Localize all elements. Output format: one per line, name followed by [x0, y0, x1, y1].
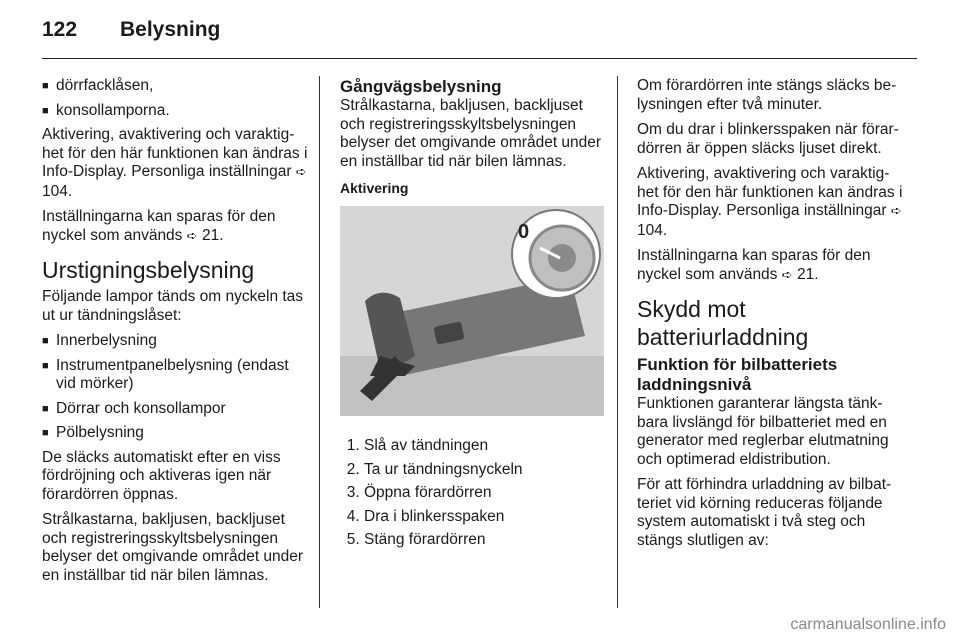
dial-zero-label: 0	[518, 220, 530, 243]
page-number: 122	[42, 18, 78, 41]
page-title: Belysning	[120, 18, 221, 41]
column-divider-2	[617, 76, 618, 608]
subsection-heading-funktion: Funktion för bilbatteriets laddningsnivå	[637, 355, 838, 394]
column-divider-1	[319, 76, 320, 608]
turn-signal-lever-illustration	[340, 206, 604, 416]
paragraph: Strålkastarna, bakljusen, backljuset och registreringsskyltsbelysningen belyser det omgivande området under en inställbar tid när bilen lämnas.	[340, 97, 602, 170]
bullet-icon: ■	[42, 335, 49, 347]
section-heading-urstigning: Urstigningsbelysning	[42, 257, 255, 283]
header-rule	[42, 58, 917, 59]
list-item: ■ Pölbelysning	[42, 424, 144, 441]
bullet-icon: ■	[42, 104, 49, 117]
column-1	[42, 77, 310, 592]
section-heading-skydd: Skydd mot batteriurladdning	[637, 296, 809, 350]
bullet-icon: ■	[42, 359, 49, 372]
page-ref-icon: ➪	[781, 267, 793, 283]
list-item: ■ dörrfacklåsen,	[42, 77, 154, 94]
page-ref-icon: ➪	[890, 204, 902, 219]
list-item: ■ Innerbelysning	[42, 332, 157, 349]
list-item: 5. Stäng förardörren	[364, 531, 606, 550]
bullet-list-lamps	[42, 332, 310, 443]
bullet-icon: ■	[42, 402, 49, 415]
watermark: carmanualsonline.info	[790, 616, 946, 633]
list-item: ■ konsollamporna.	[42, 101, 170, 119]
column-2	[340, 77, 606, 555]
paragraph: Inställningarna kan sparas för den nyckel som används ➪ 21.	[42, 208, 276, 244]
paragraph: Aktivering, avaktivering och varaktighet för den här funktionen kan ändras i Info-Display. Personliga inställningar ➪ 104.	[637, 165, 903, 239]
section-heading-gangvag: Gångvägsbelysning	[340, 77, 502, 96]
bullet-icon: ■	[42, 427, 49, 439]
page-ref-link[interactable]: 21.	[796, 265, 819, 283]
list-item: ■ Instrumentpanelbelysning (endast vid mörker)	[42, 356, 289, 392]
page-ref-link[interactable]: 104.	[637, 221, 668, 239]
list-item: 4. Dra i blinkersspaken	[364, 508, 606, 527]
page-ref-icon: ➪	[186, 228, 198, 244]
paragraph: De släcks automatiskt efter en viss fördröjning och aktiveras igen när förardörren öppnas.	[42, 448, 281, 503]
page-ref-link[interactable]: 21.	[201, 226, 224, 244]
paragraph: Om förardörren inte stängs släcks belysningen efter två minuter.	[637, 77, 897, 113]
paragraph: Om du drar i blinkersspaken när förardörren är öppen släcks ljuset direkt.	[637, 121, 899, 157]
page-ref-link[interactable]: 104.	[42, 182, 73, 200]
paragraph: För att förhindra urladdning av bilbatteriet vid körning reduceras följande system automatiskt i två steg och stängs slutligen av:	[637, 476, 892, 549]
paragraph: Aktivering, avaktivering och varaktighet för den här funktionen kan ändras i Info-Display. Personliga inställningar ➪ 104.	[42, 126, 308, 200]
subheading-aktivering: Aktivering	[340, 180, 409, 196]
list-item: ■ Dörrar och konsollampor	[42, 399, 226, 417]
paragraph: Strålkastarna, bakljusen, backljuset och registreringsskyltsbelysningen belyser det omgivande området under en inställbar tid när bilen lämnas.	[42, 511, 304, 584]
paragraph: Funktionen garanterar längsta tänkbara livslängd för bilbatteriet med en generator med reglerbar elutmatning och optimerad eldistribution.	[637, 395, 889, 468]
list-item: 2. Ta ur tändningsnyckeln	[364, 461, 606, 480]
page-ref-icon: ➪	[295, 165, 307, 180]
steps-list	[340, 437, 606, 550]
paragraph: Följande lampor tänds om nyckeln tas ut ur tändningslåset:	[42, 288, 304, 324]
bullet-icon: ■	[42, 80, 49, 92]
paragraph: Inställningarna kan sparas för den nyckel som används ➪ 21.	[637, 247, 871, 283]
list-item: 3. Öppna förardörren	[364, 484, 606, 503]
list-item: 1. Slå av tändningen	[364, 437, 606, 456]
bullet-list-top	[42, 77, 310, 120]
column-3	[637, 77, 903, 557]
